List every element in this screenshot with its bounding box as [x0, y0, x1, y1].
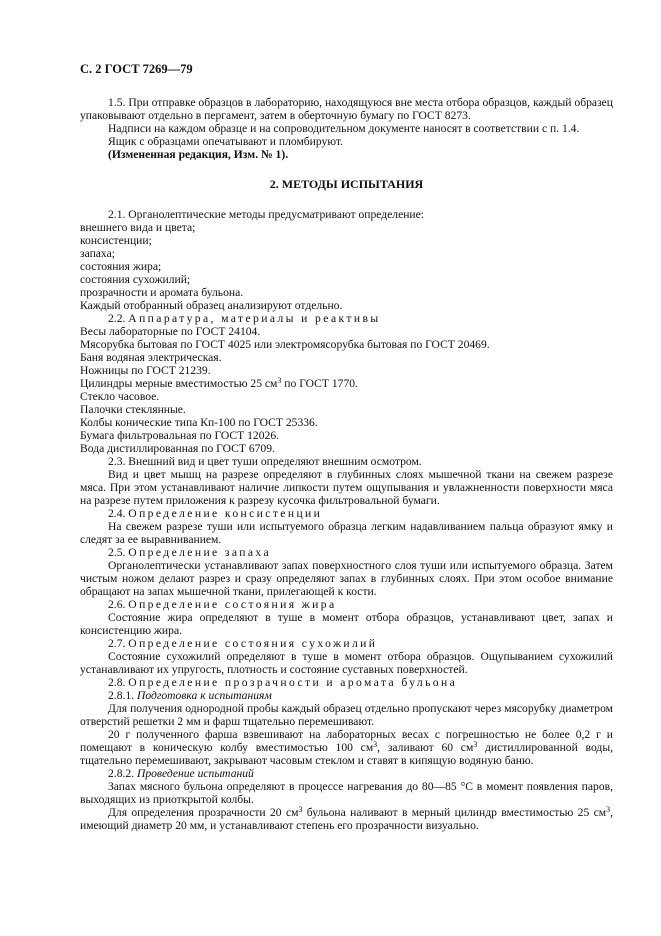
list-item: состояния сухожилий;: [80, 273, 191, 286]
heading-text: Определение состояния жира: [128, 598, 337, 611]
heading-2-7: [80, 637, 613, 650]
superscript: 3: [298, 805, 303, 814]
equipment-text: по ГОСТ 1770.: [281, 377, 358, 390]
heading-number: 2.5.: [108, 546, 129, 559]
paragraph-2-7-body: Состояние сухожилий определяют в туше в момент отбора образцов. Ощупыванием сухожилий устанавливают их упругость, плотность и состояние суставных поверхностей.: [80, 650, 613, 676]
running-head: С. 2 ГОСТ 7269—79: [80, 62, 193, 76]
paragraph-2-8-2-body: Запах мясного бульона определяют в процессе нагревания до 80—85 °С в момент появления паров, выходящих из приоткрытой колбы.: [80, 780, 613, 806]
paragraph-2-3: 2.3. Внешний вид и цвет туши определяют внешним осмотром.: [108, 455, 422, 468]
heading-number: 2.2.: [108, 312, 129, 325]
heading-2-4: [80, 507, 613, 520]
heading-number: 2.8.: [108, 676, 129, 689]
paragraph-2-1: 2.1. Органолептические методы предусматривают определение:: [108, 208, 424, 221]
heading-text: Аппаратура, материалы и реактивы: [128, 312, 381, 325]
text-run: , имеющий диаметр 20 мм, и устанавливают степень его прозрачности визуально.: [80, 806, 614, 832]
heading-2-8-1: [80, 689, 613, 702]
superscript: 3: [473, 740, 478, 749]
paragraph-2-3-body: Вид и цвет мышц на разрезе определяют в глубинных слоях мышечной ткани на свежем разрезе мяса. При этом устанавливают наличие липкости путем ощупывания и увлажненности поверхности мяса на разрезе путем приложения к разрезу кусочка фильтровальной бумаги.: [80, 468, 613, 507]
heading-text: Определение состояния сухожилий: [128, 637, 378, 650]
heading-number: 2.8.2.: [108, 767, 137, 780]
equipment-item: [80, 377, 613, 390]
list-item: внешнего вида и цвета;: [80, 221, 196, 234]
heading-text: Проведение испытаний: [136, 767, 254, 780]
equipment-item: Колбы конические типа Кп-100 по ГОСТ 25336.: [80, 416, 318, 429]
list-item: консистенции;: [80, 234, 152, 247]
heading-number: 2.8.1.: [108, 689, 137, 702]
heading-text: Подготовка к испытаниям: [136, 689, 272, 702]
heading-number: 2.4.: [108, 507, 129, 520]
paragraph-labels: Надписи на каждом образце и на сопроводительном документе наносят в соответствии с п. 1.4.: [108, 122, 580, 135]
text-run: , заливают 60 см: [377, 741, 474, 754]
paragraph-1-5: 1.5. При отправке образцов в лабораторию, находящуюся вне места отбора образцов, каждый образец упаковывают отдельно в пергамент, затем в оберточную бумагу по ГОСТ 8273.: [80, 96, 613, 122]
revision-note: (Измененная редакция, Изм. № 1).: [108, 148, 289, 161]
equipment-item: Мясорубка бытовая по ГОСТ 4025 или электромясорубка бытовая по ГОСТ 20469.: [80, 338, 490, 351]
equipment-item: Стекло часовое.: [80, 390, 160, 403]
section-title: 2. МЕТОДЫ ИСПЫТАНИЯ: [269, 177, 424, 191]
equipment-item: Ножницы по ГОСТ 21239.: [80, 364, 211, 377]
paragraph-2-8-2-clarity: [80, 806, 613, 832]
equipment-item: Весы лабораторные по ГОСТ 24104.: [80, 325, 261, 338]
heading-2-8-2: [80, 767, 613, 780]
equipment-item: Вода дистиллированная по ГОСТ 6709.: [80, 442, 275, 455]
superscript: 3: [277, 376, 282, 385]
superscript: 3: [373, 740, 378, 749]
text-run: 20 г полученного фарша взвешивают на лабораторных весах с погрешностью не более 0,2 г и помещают в коническую колбу вместимостью 100 см: [80, 728, 613, 754]
heading-number: 2.6.: [108, 598, 129, 611]
equipment-item: Баня водяная электрическая.: [80, 351, 222, 364]
heading-number: 2.7.: [108, 637, 129, 650]
paragraph-2-8-1-body: Для получения однородной пробы каждый образец отдельно пропускают через мясорубку диаметром отверстий решетки 2 мм и фарш тщательно перемешивают.: [80, 702, 613, 728]
paragraph-each-sample: Каждый отобранный образец анализируют отдельно.: [80, 299, 343, 312]
list-item: запаха;: [80, 247, 115, 260]
text-run: дистиллированной воды, тщательно перемешивают, закрывают часовым стеклом и ставят в кипящую водяную баню.: [80, 741, 614, 767]
document-body: [80, 96, 613, 832]
equipment-text: Цилиндры мерные вместимостью 25 см: [80, 377, 278, 390]
text-run: бульона наливают в мерный цилиндр вместимостью 25 см: [302, 806, 607, 819]
heading-2-5: [80, 546, 613, 559]
paragraph-seal: Ящик с образцами опечатывают и пломбируют.: [108, 135, 343, 148]
paragraph-2-6-body: Состояние жира определяют в туше в момент отбора образцов, устанавливают цвет, запах и консистенцию жира.: [80, 611, 613, 637]
heading-2-6: [80, 598, 613, 611]
heading-text: Определение запаха: [128, 546, 272, 559]
paragraph-2-4-body: На свежем разрезе туши или испытуемого образца легким надавливанием пальца образуют ямку и следят за ее выравниванием.: [80, 520, 613, 546]
heading-text: Определение консистенции: [128, 507, 323, 520]
text-run: Для определения прозрачности 20 см: [108, 806, 299, 819]
heading-2-8: [80, 676, 613, 689]
equipment-item: Бумага фильтровальная по ГОСТ 12026.: [80, 429, 280, 442]
heading-text: Определение прозрачности и аромата бульона: [128, 676, 458, 689]
list-item: прозрачности и аромата бульона.: [80, 286, 244, 299]
paragraph-2-5-body: Органолептически устанавливают запах поверхностного слоя туши или испытуемого образца. Затем чистым ножом делают разрез и сразу определяют запах в глубинных слоях. При этом особое внимание обращают на запах мышечной ткани, прилегающей к кости.: [80, 559, 613, 598]
paragraph-2-8-1-weigh: [80, 728, 613, 767]
heading-2-2: [80, 312, 613, 325]
equipment-item: Палочки стеклянные.: [80, 403, 186, 416]
superscript: 3: [606, 805, 611, 814]
list-item: состояния жира;: [80, 260, 162, 273]
